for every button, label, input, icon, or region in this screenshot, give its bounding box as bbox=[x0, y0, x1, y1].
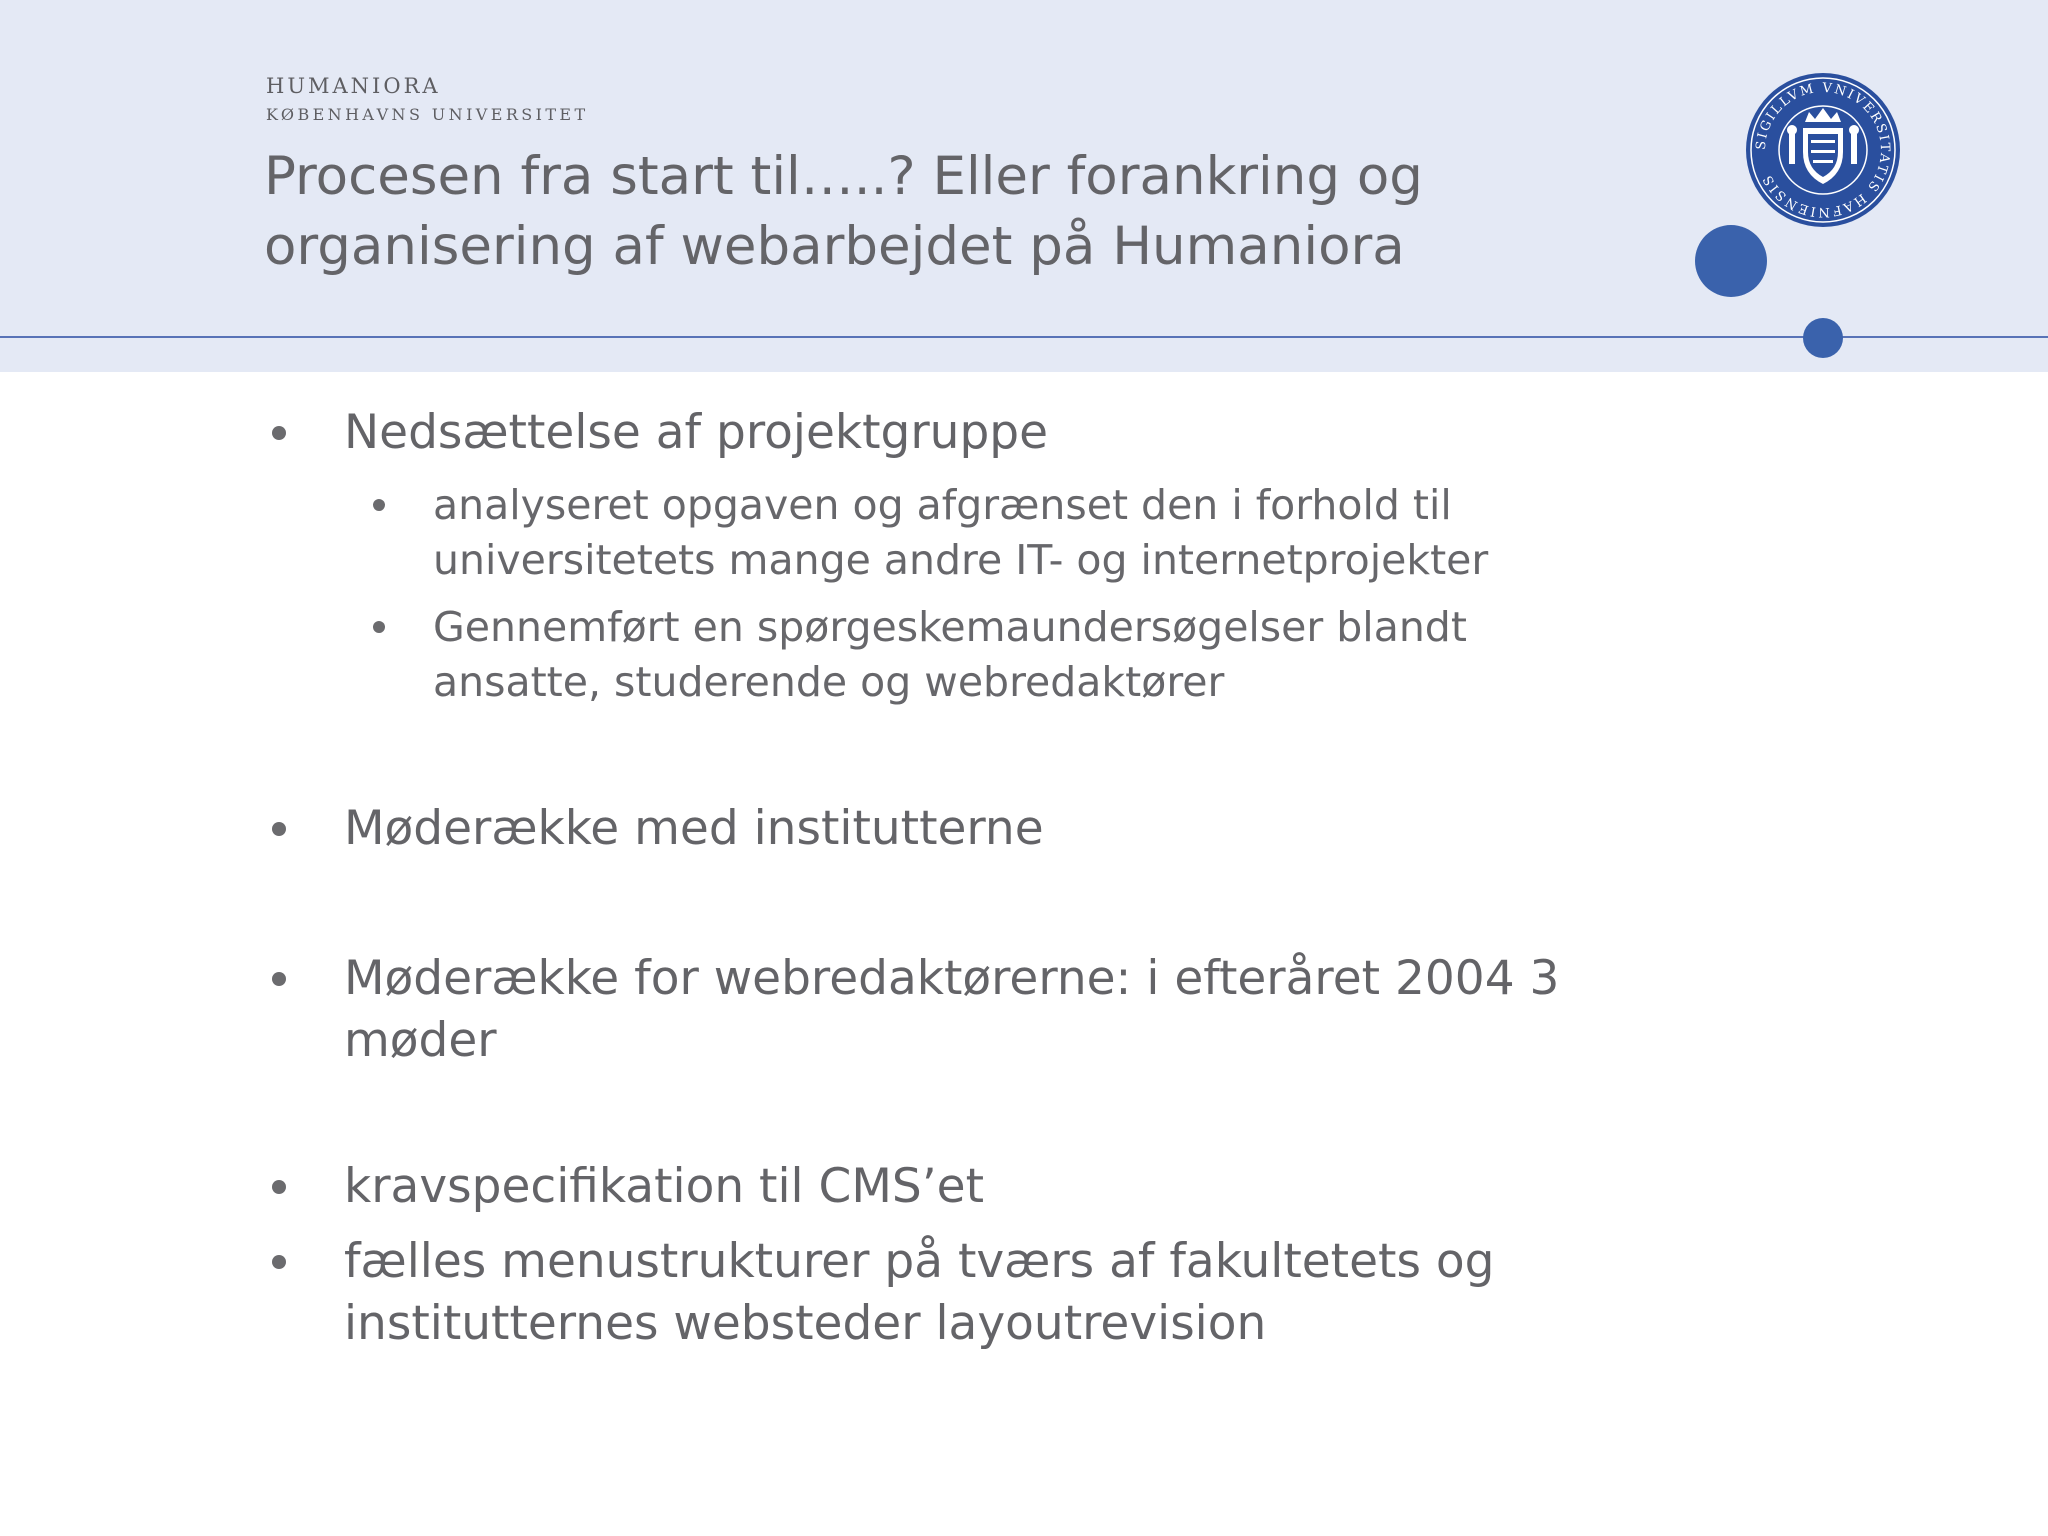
slide-title-line-2: organisering af webarbejdet på Humaniora bbox=[264, 216, 1405, 277]
bullet-text-line: institutternes websteder layoutrevision bbox=[344, 1296, 1267, 1351]
bullet-dot-icon bbox=[373, 621, 385, 633]
bullet-dot-icon bbox=[272, 1180, 286, 1194]
bullet-text-line: analyseret opgaven og afgrænset den i forhold til bbox=[433, 481, 1452, 529]
bullet-dot-icon bbox=[272, 426, 286, 440]
bullet-text bbox=[433, 600, 1733, 710]
bullet-text-line: Møderække for webredaktørerne: i efteråret 2004 3 bbox=[344, 951, 1560, 1006]
bullet-dot-icon bbox=[272, 972, 286, 986]
bullet-text bbox=[344, 1156, 1744, 1218]
bullet-text-line: Nedsættelse af projektgruppe bbox=[344, 405, 1049, 460]
faculty-name: HUMANIORA bbox=[266, 74, 441, 98]
bullet-dot-icon bbox=[272, 822, 286, 836]
bullet-text bbox=[344, 948, 1744, 1072]
bullet-text bbox=[344, 1231, 1744, 1355]
bullet-text-line: møder bbox=[344, 1013, 497, 1068]
seal-text: SIGILLVM VNIVERSITATIS HAFNIENSIS bbox=[1753, 80, 1893, 220]
slide-title-line-1: Procesen fra start til…..? Eller forankring og bbox=[264, 146, 1423, 207]
bullet-text-line: universitetets mange andre IT- og internetprojekter bbox=[433, 536, 1489, 584]
bullet-text-line: fælles menustrukturer på tværs af fakultetets og bbox=[344, 1234, 1495, 1289]
bullet-text-line: kravspecifikation til CMS’et bbox=[344, 1159, 985, 1214]
bullet-dot-icon bbox=[373, 499, 385, 511]
bullet-text bbox=[344, 798, 1744, 860]
university-name: KØBENHAVNS UNIVERSITET bbox=[266, 105, 589, 124]
bullet-dot-icon bbox=[272, 1255, 286, 1269]
bullet-text-line: Gennemført en spørgeskemaundersøgelser blandt bbox=[433, 603, 1467, 651]
bullet-text-line: Møderække med institutterne bbox=[344, 801, 1044, 856]
bullet-text-line: ansatte, studerende og webredaktører bbox=[433, 658, 1225, 706]
bullet-text bbox=[344, 402, 1744, 464]
bullet-text bbox=[433, 478, 1733, 588]
